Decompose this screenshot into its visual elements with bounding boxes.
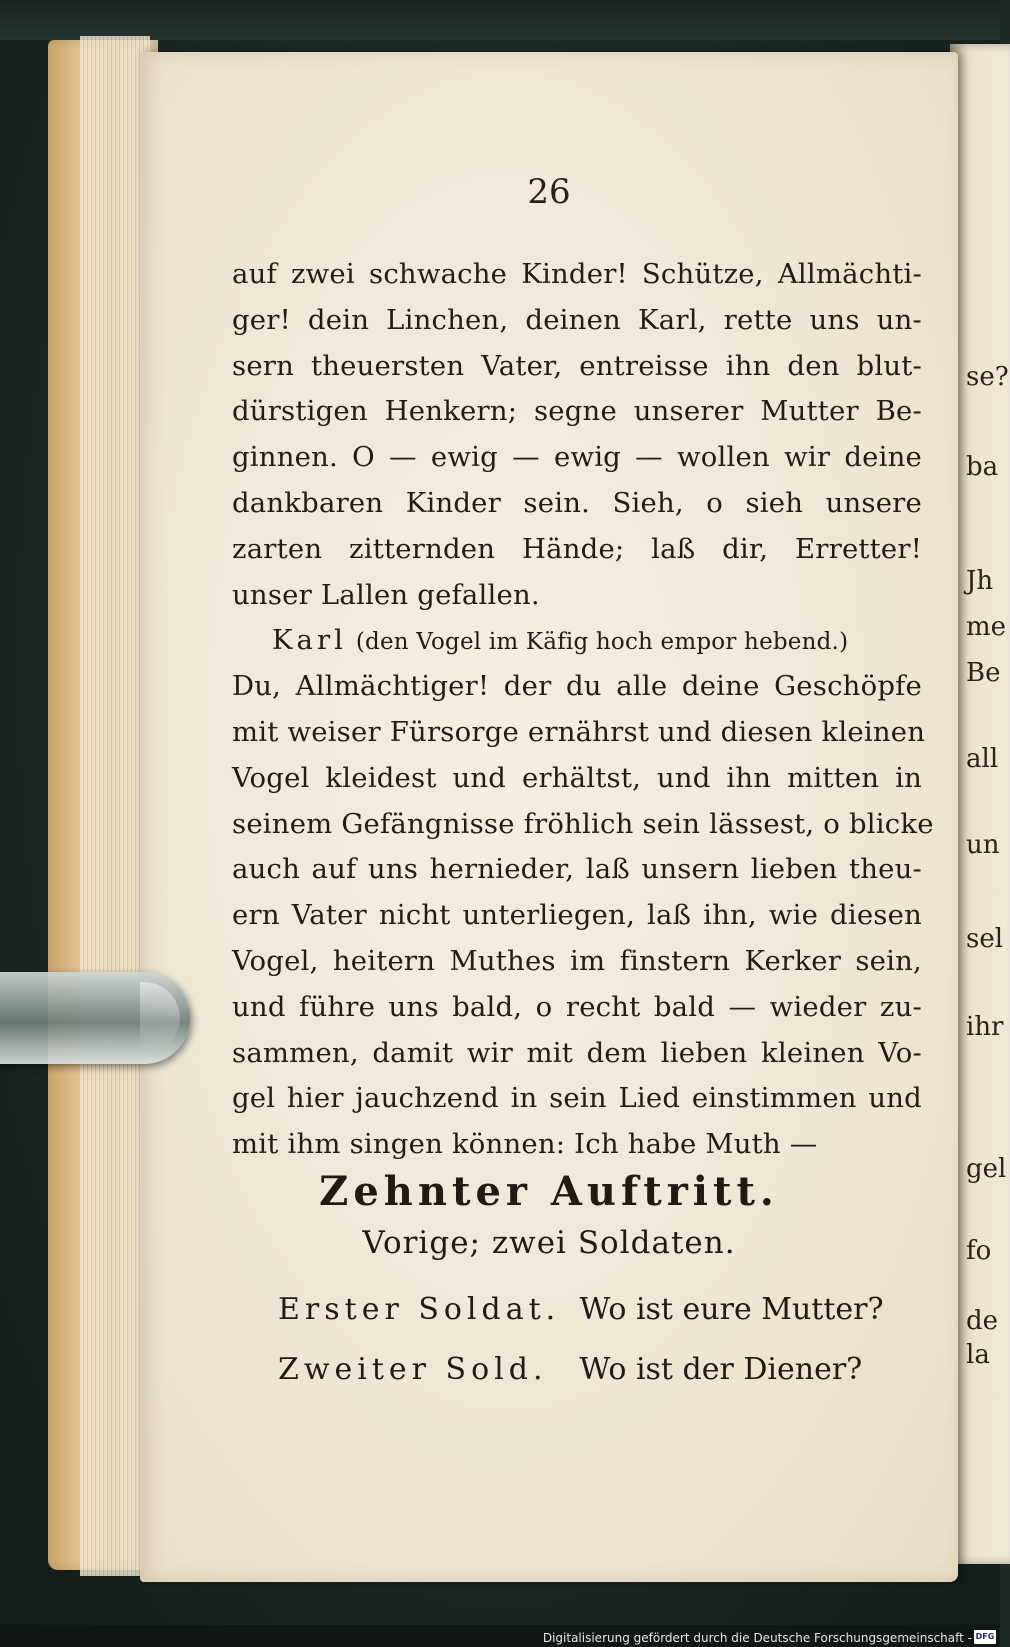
dialogue-text: Wo ist eure Mutter? bbox=[579, 1292, 884, 1327]
text-line: mit ihm singen können: Ich habe Muth — bbox=[232, 1128, 818, 1161]
dfg-logo: DFG bbox=[974, 1630, 996, 1644]
next-page-fragment: fo bbox=[966, 1236, 992, 1266]
next-page-fragment: Be bbox=[966, 658, 1001, 688]
next-page-fragment: gel bbox=[966, 1154, 1007, 1184]
footer-bar bbox=[0, 1625, 1000, 1647]
text-line: sern theuersten Vater, entreisse ihn den blut- bbox=[232, 349, 922, 382]
text-line: Vogel, heitern Muthes im finstern Kerker sein, bbox=[232, 944, 922, 977]
next-page-fragment: me bbox=[966, 612, 1007, 642]
text-line: ern Vater nicht unterliegen, laß ihn, wie diesen bbox=[232, 899, 922, 932]
top-shadow bbox=[0, 0, 1000, 40]
text-line: mit weiser Fürsorge ernährst und diesen kleinen bbox=[232, 715, 926, 748]
text-line: zarten zitternden Hände; laß dir, Erretter! bbox=[232, 532, 922, 565]
dialogue-text: Wo ist der Diener? bbox=[579, 1352, 863, 1387]
text-line: unser Lallen gefallen. bbox=[232, 578, 540, 611]
next-page-fragment: un bbox=[966, 830, 1000, 860]
speaker-name: Karl bbox=[272, 624, 347, 657]
next-page-fragment: all bbox=[966, 744, 999, 774]
text-line: sammen, damit wir mit dem lieben kleinen Vo- bbox=[232, 1036, 922, 1069]
scene-persons: Vorige; zwei Soldaten. bbox=[362, 1225, 736, 1261]
next-page-edge bbox=[950, 44, 1010, 1564]
scene-title: Zehnter Auftritt. bbox=[319, 1168, 779, 1215]
text-line: dürstigen Henkern; segne unserer Mutter Be- bbox=[232, 395, 922, 428]
text-line: Vogel kleidest und erhältst, und ihn mitten in bbox=[232, 761, 922, 794]
next-page-fragment: de bbox=[966, 1306, 999, 1336]
page-holder-clip bbox=[0, 972, 190, 1064]
text-line: dankbaren Kinder sein. Sieh, o sieh unsere bbox=[232, 486, 922, 519]
next-page-fragment: ihr bbox=[966, 1012, 1004, 1042]
dialogue-line bbox=[278, 1352, 862, 1387]
funding-credit: Digitalisierung gefördert durch die Deutsche Forschungsgemeinschaft - bbox=[542, 1631, 972, 1645]
stage-direction: (den Vogel im Käfig hoch empor hebend.) bbox=[355, 629, 849, 656]
text-line: ger! dein Linchen, deinen Karl, rette uns un- bbox=[232, 303, 922, 336]
next-page-fragment: se? bbox=[966, 362, 1009, 392]
next-page-fragment: Jh bbox=[966, 566, 994, 596]
speaker-name: Zweiter Sold. bbox=[278, 1352, 548, 1387]
text-line: auf zwei schwache Kinder! Schütze, Allmächti- bbox=[232, 258, 922, 290]
speaker-name: Erster Soldat. bbox=[278, 1292, 561, 1327]
text-line: Du, Allmächtiger! der du alle deine Geschöpfe bbox=[232, 670, 922, 703]
next-page-fragment: la bbox=[966, 1340, 990, 1370]
body-text bbox=[232, 252, 934, 1168]
page-number: 26 bbox=[527, 172, 571, 212]
text-line: und führe uns bald, o recht bald — wieder zu- bbox=[232, 990, 922, 1023]
text-line: auch auf uns hernieder, laß unsern lieben theu- bbox=[232, 853, 922, 886]
next-page-fragment: sel bbox=[966, 924, 1004, 954]
text-line: ginnen. O — ewig — ewig — wollen wir deine bbox=[232, 441, 922, 474]
dialogue-line bbox=[278, 1292, 884, 1327]
next-page-fragment: ba bbox=[966, 452, 999, 482]
text-line: seinem Gefängnisse fröhlich sein lässest, o blicke bbox=[232, 807, 934, 840]
text-line: gel hier jauchzend in sein Lied einstimmen und bbox=[232, 1082, 922, 1115]
speech-heading bbox=[232, 618, 922, 664]
